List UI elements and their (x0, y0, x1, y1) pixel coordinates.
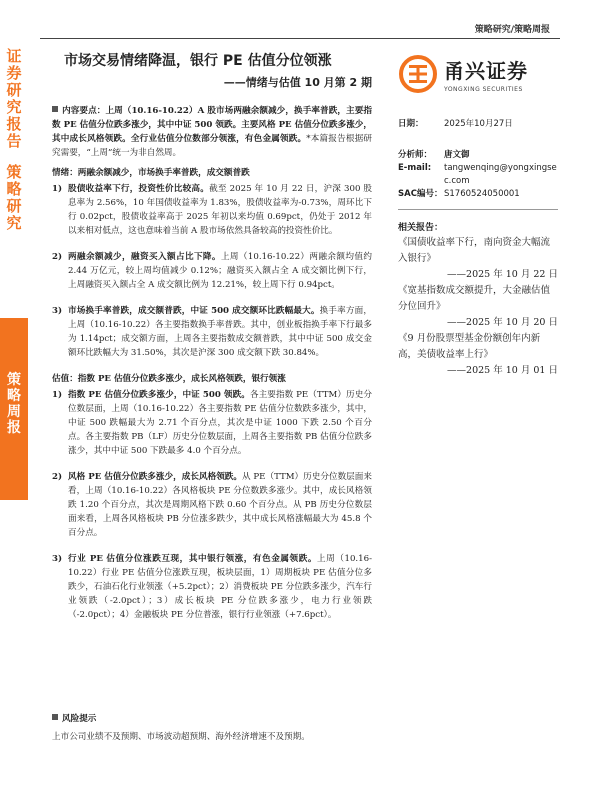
sentiment-item-number: 1) (52, 184, 63, 194)
sentiment-item-number: 2) (52, 252, 63, 262)
valuation-item-body (68, 552, 372, 622)
related-report-link[interactable]: 《宽基指数成交额提升，大金融估值分位回升》 (398, 285, 551, 312)
main-content (52, 104, 372, 634)
related-reports-list (398, 235, 558, 379)
header-divider (40, 38, 560, 39)
related-report-link[interactable]: 《国债收益率下行，南向资金大幅流入银行》 (398, 237, 551, 264)
related-reports-title: 相关报告： (398, 223, 444, 233)
analyst-name: 唐文御 (444, 150, 470, 160)
sentiment-item-body (68, 182, 372, 238)
valuation-item (52, 388, 372, 458)
analyst-label: 分析师： (398, 150, 433, 160)
sentiment-item-number: 3) (52, 306, 63, 316)
sentiment-item-headline: 市场换手率普跌，成交额普跌，中证 500 成交额环比跌幅最大。 (68, 306, 320, 316)
square-bullet-icon (52, 106, 58, 112)
sentiment-item (52, 304, 372, 360)
sidebar-tag-strategy-research: 策 略 研 究 (6, 163, 22, 232)
company-logo (398, 54, 528, 94)
email-value[interactable]: tangwenqing@yongxingsec.com (444, 163, 557, 186)
sac-label: SAC编号： (398, 189, 443, 199)
square-bullet-icon (52, 714, 58, 720)
sentiment-heading: 情绪：两融余额减少，市场换手率普跌，成交额普跌 (52, 168, 250, 178)
sentiment-item-text: 上周（10.16-10.22）两融余额均值约 2.44 万亿元，较上周均值减少 0.12%；融资买入额占全 A 成交额比例下行，上周融资买入额占全 A 成交额比例为 12.21%，较上周下行 0.94pct。 (68, 252, 372, 290)
sidebar-tag-strategy-weekly: 策 略 周 报 (7, 372, 21, 436)
valuation-item-body (68, 388, 372, 458)
date-label: 日期： (398, 119, 424, 129)
valuation-item-headline: 风格 PE 估值分位跌多涨少，成长风格领跌。 (68, 472, 243, 482)
report-title: 市场交易情绪降温，银行 PE 估值分位领涨 (64, 53, 332, 69)
valuation-item-body (68, 470, 372, 540)
valuation-item-number: 2) (52, 472, 63, 482)
date-row (398, 118, 558, 131)
sidebar-orange-band (0, 318, 28, 500)
sentiment-item (52, 182, 372, 238)
sac-row (398, 188, 558, 201)
valuation-item-headline: 指数 PE 估值分位跌多涨少，中证 500 领跌。 (68, 390, 250, 400)
risk-heading: 风险提示 (52, 712, 552, 726)
report-category-label: 策略研究/策略周报 (474, 25, 550, 35)
meta-divider (398, 209, 558, 210)
risk-text: 上市公司业绩不及预期、市场波动超预期、海外经济增速不及预期。 (52, 732, 310, 742)
sentiment-item-headline: 股债收益率下行，投资性价比较高。 (68, 184, 210, 194)
valuation-item-text: 各主要指数 PE（TTM）历史分位数层面，上周（10.16-10.22）各主要指数 PE 估值分位数跌多涨少，其中，中证 500 跌幅最大为 2.71 个百分点，其次是中证 1000 下跌 2.50 个百分点。各主要指数 PB（LF）历史分位数层面，上周各主要指数 PB 估值分位跌多涨少，其中中证 500 下跌最多 4.0 个百分点。 (68, 390, 372, 456)
logo-english-name: YONGXING SECURITIES (444, 86, 523, 93)
sentiment-item (52, 250, 372, 292)
valuation-heading: 估值：指数 PE 估值分位跌多涨少，成长风格领跌，银行领涨 (52, 374, 286, 384)
summary-text: 上周（10.16-10.22）A 股市场两融余额减少，换手率普跌，主要指数 PE 估值分位跌多涨少，其中中证 500 领跌。主要风格 PE 估值分位跌多涨少，其中成长风格领跌。全行业估值分位数部分领涨，有色金属领跌。 (52, 106, 372, 144)
valuation-list (52, 388, 372, 622)
sentiment-item-text: 截至 2025 年 10 月 22 日，沪深 300 股息率为 2.56%，10 年国债收益率为 1.83%，股债收益率为-0.73%，周环比下行 0.02pct，股债收益率高于 2025 年初以来均值 0.69pct，仍处于 2012 年以来相对低点，这也意味着当前 A 股市场依然具备较高的投资性价比。 (68, 184, 372, 236)
valuation-item-number: 1) (52, 390, 63, 400)
report-meta-panel (398, 118, 558, 379)
email-label: E-mail: (398, 163, 432, 173)
email-row (398, 162, 558, 188)
logo-chinese-name: 甬兴证券 (444, 59, 528, 83)
analyst-row (398, 149, 558, 162)
related-report-link[interactable]: 《9 月份股票型基金份额创年内新高，美债收益率上行》 (398, 333, 541, 360)
valuation-item-number: 3) (52, 554, 63, 564)
summary-lead: 内容要点： (62, 106, 106, 116)
sidebar-tag-research-report: 证 券 研 究 报 告 (6, 47, 22, 150)
date-value: 2025年10月27日 (444, 119, 513, 129)
related-report-date: ——2025 年 10 月 20 日 (447, 317, 558, 328)
sentiment-item-body (68, 304, 372, 360)
valuation-item-headline: 行业 PE 估值分位涨跌互现，其中银行领涨，有色金属领跌。 (68, 554, 318, 564)
summary-paragraph (52, 104, 372, 160)
valuation-item-text: 从 PE（TTM）历史分位数层面来看，上周（10.16-10.22）各风格板块 PE 分位数跌多涨少。其中，成长风格领跌 1.20 个百分点，其次是周期风格下跌 0.60 个百分点。从 PB 历史分位数层面来看，上周各风格板块 PB 分位涨多跌少，其中成长风格涨幅最大为 45.8 个百分点。 (68, 472, 372, 538)
sentiment-item-body (68, 250, 372, 292)
summary-note: *本篇报告根据研究需要，“上周”统一为非自然周。 (52, 134, 372, 158)
sentiment-list (52, 182, 372, 360)
sentiment-item-headline: 两融余额减少，融资买入额占比下降。 (68, 252, 221, 262)
report-subtitle: ——情绪与估值 10 月第 2 期 (223, 76, 372, 89)
valuation-item-text: 上周（10.16-10.22）行业 PE 估值分位涨跌互现，板块层面，1）周期板块 PE 估值分位多跌少，石油石化行业领涨（+5.2pct）；2）消费板块 PE 分位跌多涨少，汽车行业领跌（-2.0pct）；3）成长板块 PE 分位跌多涨少，电力行业领跌（-2.0pct）；4）金融板块 PE 分位普涨，银行行业领涨（+7.6pct）。 (68, 554, 372, 620)
yongxing-logo-icon (398, 54, 438, 94)
valuation-item (52, 470, 372, 540)
valuation-item (52, 552, 372, 622)
sentiment-item-text: 换手率方面，上周（10.16-10.22）各主要指数换手率普跌。其中，创业板指换手率下行最多为 1.14pct；成交额方面，上周各主要指数成交额普跌，其中中证 500 成交金额环比跌幅大为 31.50%，其次是沪深 300 成交额下跌 30.84%。 (68, 306, 372, 358)
related-report-date: ——2025 年 10 月 01 日 (447, 365, 558, 376)
related-report-date: ——2025 年 10 月 22 日 (447, 269, 558, 280)
sac-value: S1760524050001 (444, 189, 520, 199)
risk-section (52, 712, 552, 744)
